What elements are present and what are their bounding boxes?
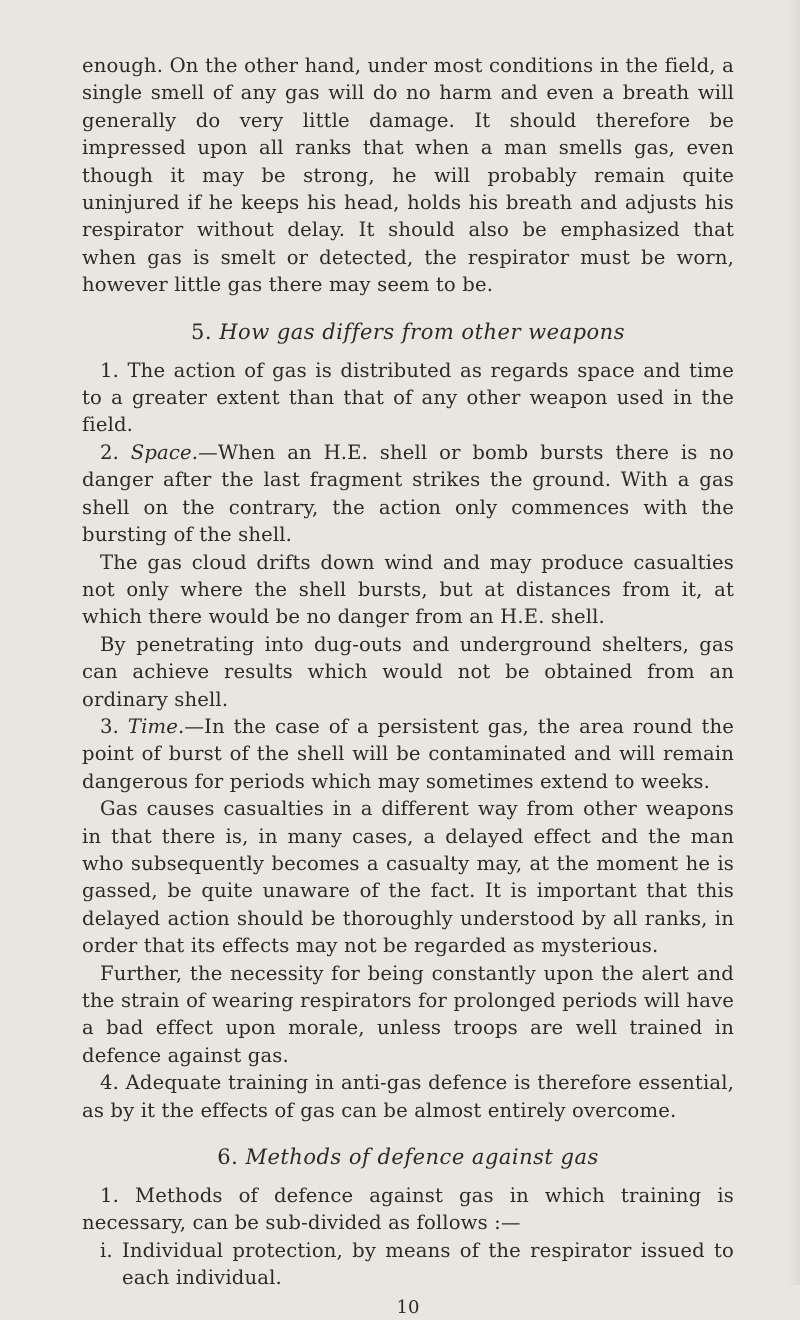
space-term: Space. [130,440,199,464]
section-5-number: 5. [191,319,213,344]
section-5-para-2 [82,439,734,549]
section-5-para-4: By penetrating into dug-outs and underground shelters, gas can achieve results which would not be obtained from an ordinary shell. [82,632,734,711]
section-5-para-1: 1. The action of gas is distributed as regards space and time to a greater extent than that of any other weapon used in the field. [82,358,734,437]
intro-paragraph: enough. On the other hand, under most conditions in the field, a single smell of any gas will do no harm and even a breath will generally do very little damage. It should therefore be impressed upon all ranks that when a man smells gas, even though it may be strong, he will probably remain quite uninjured if he keeps his head, holds his breath and adjusts his respirator without delay. It should also be emphasized that when gas is smelt or detected, the respirator must be worn, however little gas there may seem to be. [82,54,734,297]
section-5-para-7: Further, the necessity for being constantly upon the alert and the strain of wearing respirators for prolonged periods will have a bad effect upon morale, unless troops are well trained in defence against gas. [82,961,734,1067]
section-6-number: 6. [217,1145,239,1170]
section-5-heading [82,317,734,347]
para-5-text: —In the case of a persistent gas, the area round the point of burst of the shell will be contaminated and will remain dangerous for periods which may sometimes extend to weeks. [82,714,734,793]
para-2-text: —When an H.E. shell or bomb bursts there is no danger after the last fragment strikes the ground. With a gas shell on the contrary, the action only commences with the bursting of the shell. [82,440,734,547]
section-5-title: How gas differs from other weapons [219,319,625,344]
section-6-title: Methods of defence against gas [245,1145,599,1170]
para-5-number: 3. [100,714,119,738]
para-2-number: 2. [100,440,119,464]
section-5-para-3: The gas cloud drifts down wind and may produce casualties not only where the shell bursts, but at distances from it, at which there would be no danger from an H.E. shell. [82,550,734,629]
section-5-para-6: Gas causes casualties in a different way from other weapons in that there is, in many cases, a delayed effect and the man who subsequently becomes a casualty may, at the moment he is gassed, be quite unaware of the fact. It is important that this delayed action should be thoroughly understood by all ranks, in order that its effects may not be regarded as mysterious. [82,797,734,958]
section-6-heading [82,1142,734,1172]
section-5-para-5 [82,713,734,795]
section-5-para-8: 4. Adequate training in anti-gas defence is therefore essential, as by it the effects of gas can be almost entirely overcome. [82,1071,734,1122]
time-term: Time. [127,714,185,738]
page-number: 10 [396,1296,420,1318]
section-6-para-1: 1. Methods of defence against gas in which training is necessary, can be sub-divided as follows :— [82,1184,734,1235]
section-6-para-2: i. Individual protection, by means of the respirator issued to each individual. [100,1238,734,1290]
